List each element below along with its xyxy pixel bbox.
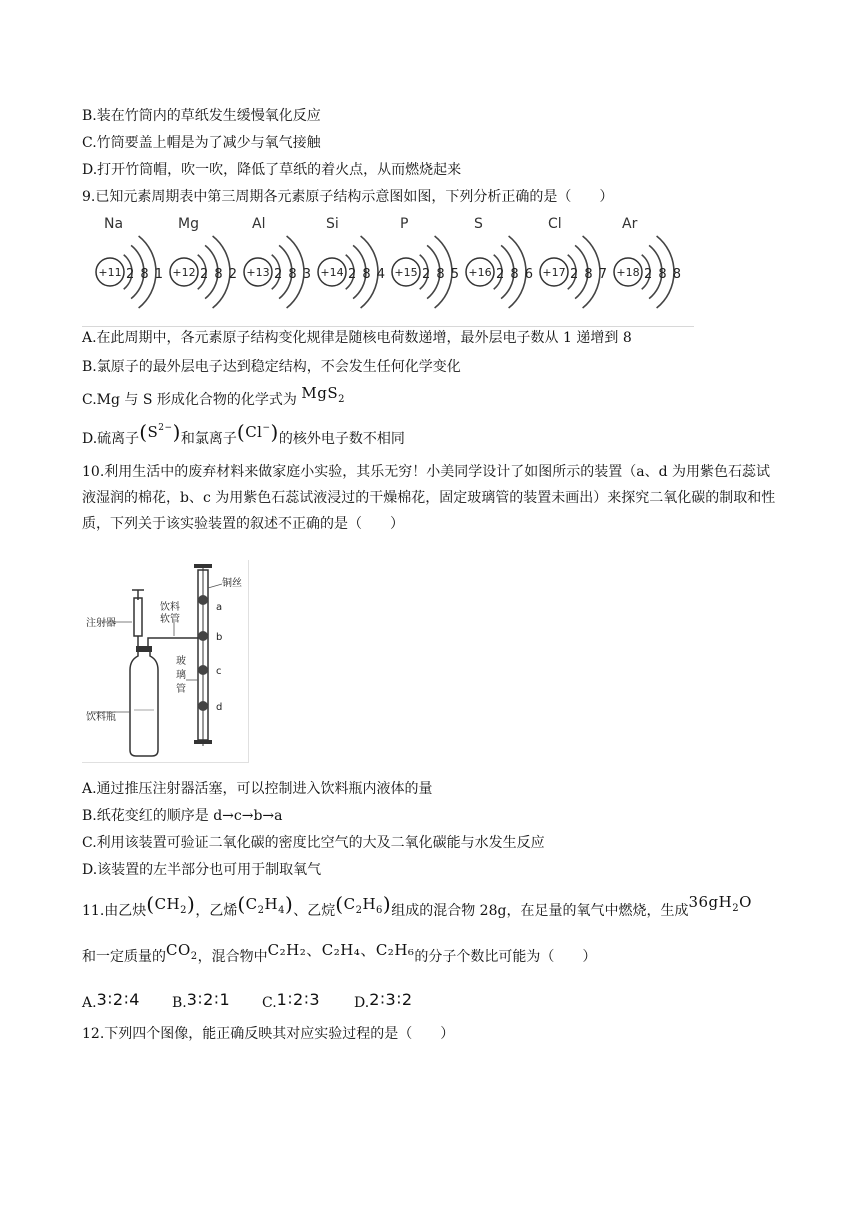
q11-c-label: C. [262, 995, 277, 1011]
mgs-subscript: 2 [338, 394, 345, 405]
element-symbol: Na [104, 216, 124, 232]
element-symbol: S [474, 216, 483, 232]
q11-line-1 [82, 892, 752, 927]
glass-tube-label-2: 璃 [176, 670, 186, 681]
ethylene-formula: $(C_2H_4)$ [237, 892, 294, 916]
q9-d-mid: 和氯离子 [180, 431, 237, 447]
soft-tube-label-2: 软管 [160, 614, 180, 625]
q8-option-d: D.打开竹筒帽，吹一吹，降低了草纸的着火点，从而燃烧起来 [82, 162, 462, 178]
q9-d-pre: D.硫离子 [82, 431, 140, 447]
atom-ar [614, 216, 682, 308]
nucleus-charge: +12 [172, 266, 196, 279]
q10-option-a: A.通过推压注射器活塞，可以控制进入饮料瓶内液体的量 [82, 781, 433, 797]
element-symbol: Al [252, 216, 266, 232]
sulfide-ion-formula: $(S^{2-})$ [139, 420, 181, 444]
element-symbol: Ar [622, 216, 638, 232]
water-mass-formula [688, 893, 752, 914]
electron-counts: 2 8 1 [126, 267, 165, 282]
co2-formula [166, 941, 198, 962]
q11-a-label: A. [82, 995, 97, 1011]
f2-c-sub: 2 [257, 905, 265, 916]
q10-stem: 10.利用生活中的废弃材料来做家庭小实验，其乐无穷！小美同学设计了如图所示的装置（a、d 为用紫色石蕊试液湿润的棉花，b、c 为用紫色石蕊试液浸过的干燥棉花，固定玻璃管的装置未画出）来探究二氧化碳的制取和性质，下列关于该实验装置的叙述不正确的是（ ） [82, 464, 776, 532]
f2-c: C [245, 895, 258, 913]
q9-option-d [82, 420, 405, 449]
q11-option-a [82, 990, 172, 1013]
nucleus-charge: +18 [616, 266, 640, 279]
q11-option-d [354, 990, 444, 1013]
f3-c: C [343, 895, 356, 913]
q12-stem: 12.下列四个图像，能正确反映其对应实验过程的是（ ） [82, 1026, 455, 1042]
water-sub: 2 [732, 903, 740, 914]
nucleus-charge: +13 [246, 266, 270, 279]
co2-main: CO [166, 941, 191, 959]
q11-c-ratio: 1∶2∶3 [276, 990, 321, 1009]
f1-sub: 2 [180, 905, 188, 916]
atom-cl [540, 216, 608, 308]
electron-counts: 2 8 7 [570, 267, 609, 282]
electron-counts: 2 8 4 [348, 267, 387, 282]
q11-b-label: B. [172, 995, 187, 1011]
q9-option-a: A.在此周期中，各元素原子结构变化规律是随核电荷数递增，最外层电子数从 1 递增到 8 [82, 330, 632, 346]
water-o: O [739, 893, 752, 911]
q10-option-b: B.纸花变红的顺序是 d→c→b→a [82, 808, 283, 824]
f3-h-sub: 6 [376, 905, 383, 916]
sulfide-charge: 2− [158, 423, 173, 433]
copper-wire-label: 铜丝 [222, 578, 242, 589]
bottle-label: 饮料瓶 [86, 712, 116, 723]
atom-al [244, 216, 312, 308]
electron-counts: 2 8 2 [200, 267, 239, 282]
electron-counts: 2 8 6 [496, 267, 535, 282]
sulfide-symbol: S [147, 423, 159, 441]
element-symbol: Si [326, 216, 339, 232]
nucleus-charge: +17 [542, 266, 566, 279]
nucleus-charge: +14 [320, 266, 344, 279]
f2-h-sub: 4 [278, 905, 285, 916]
q9-d-post: 的核外电子数不相同 [278, 431, 405, 447]
q9-option-c-text: C.Mg 与 S 形成化合物的化学式为 [82, 392, 297, 408]
atom-s [466, 216, 534, 308]
cotton-b-label: b [216, 632, 223, 643]
cotton-d-label: d [216, 702, 223, 713]
q11-line2-pre: 和一定质量的 [82, 949, 166, 965]
q9-option-b: B.氯原子的最外层电子达到稳定结构，不会发生任何化学变化 [82, 359, 461, 375]
mgs-symbol: MgS [301, 384, 339, 402]
f3-h: H [362, 895, 377, 913]
chloride-ion-formula: (Cl−) [236, 420, 279, 444]
q11-d-ratio: 2∶3∶2 [369, 990, 414, 1009]
q11-mid3: 组成的混合物 28g，在足量的氧气中燃烧，生成 [391, 903, 689, 919]
atom-p [392, 216, 460, 308]
q11-line-2 [82, 941, 597, 973]
q11-pre: 11.由乙炔 [82, 903, 147, 919]
q8-option-b: B.装在竹筒内的草纸发生缓慢氧化反应 [82, 108, 321, 124]
q11-mid2: 、乙烷 [293, 903, 336, 919]
cotton-a-label: a [216, 602, 223, 613]
chloride-symbol: Cl [245, 423, 263, 441]
f1-main: CH [154, 895, 181, 913]
chloride-charge: − [262, 423, 271, 433]
q9-stem: 9.已知元素周期表中第三周期各元素原子结构示意图如图，下列分析正确的是（ ） [82, 189, 614, 205]
q11-a-ratio: 3∶2∶4 [96, 990, 141, 1009]
acetylene-formula: $(CH_2)$ [146, 892, 196, 916]
q11-options [82, 990, 444, 1013]
q10-option-d: D.该装置的左半部分也可用于制取氧气 [82, 862, 322, 878]
hydrocarbon-list: C₂H₂、C₂H₄、C₂H₆ [267, 941, 415, 959]
q11-line2-post: 的分子个数比可能为（ ） [414, 949, 597, 965]
co2-apparatus-diagram [82, 560, 248, 762]
glass-tube-label-3: 管 [176, 684, 186, 695]
q11-mid1: ，乙烯 [195, 903, 238, 919]
q11-d-label: D. [354, 995, 370, 1011]
nucleus-charge: +16 [468, 266, 492, 279]
cotton-c-label: c [216, 666, 222, 677]
element-symbol: Mg [178, 216, 199, 232]
water-main: 36gH [688, 893, 733, 911]
q9-option-c [82, 384, 345, 416]
atom-na [96, 216, 164, 308]
atom-si [318, 216, 386, 308]
q10-option-c: C.利用该装置可验证二氧化碳的密度比空气的大及二氧化碳能与水发生反应 [82, 835, 545, 851]
mgs2-formula [301, 384, 345, 405]
co2-sub: 2 [190, 951, 198, 962]
f2-h: H [264, 895, 279, 913]
atom-mg [170, 216, 238, 308]
q8-option-c: C.竹筒要盖上帽是为了减少与氧气接触 [82, 135, 321, 151]
nucleus-charge: +11 [98, 266, 122, 279]
electron-counts: 2 8 5 [422, 267, 461, 282]
ethane-formula: $(C_2H_6)$ [335, 892, 392, 916]
q11-option-c [262, 990, 354, 1013]
q11-b-ratio: 3∶2∶1 [186, 990, 231, 1009]
q11-option-b [172, 990, 262, 1013]
element-symbol: P [400, 216, 409, 232]
f3-c-sub: 2 [355, 905, 363, 916]
q11-line2-mid: ，混合物中 [197, 949, 268, 965]
syringe-label: 注射器 [86, 618, 116, 629]
nucleus-charge: +15 [394, 266, 418, 279]
atomic-structure-diagram [82, 210, 694, 326]
atomic-structure-figure [82, 210, 694, 327]
electron-counts: 2 8 3 [274, 267, 313, 282]
glass-tube-label-1: 玻 [176, 656, 186, 667]
element-symbol: Cl [548, 216, 562, 232]
co2-apparatus-figure [82, 560, 249, 763]
soft-tube-label-1: 饮料 [160, 602, 180, 613]
electron-counts: 2 8 8 [644, 267, 683, 282]
